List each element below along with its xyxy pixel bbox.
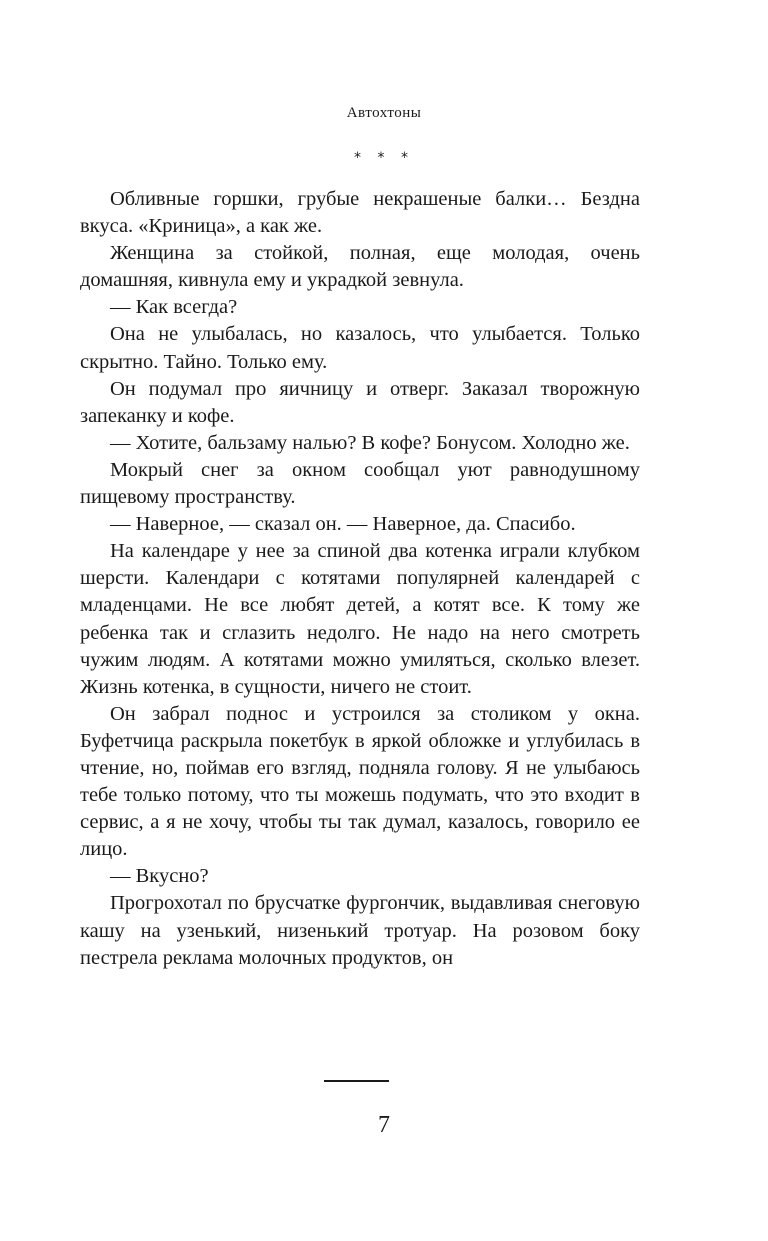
paragraph: Прогрохотал по брусчатке фургончик, выдавливая снеговую кашу на узенький, низенький тротуар. На розовом боку пестрела реклама молочных продуктов, он [80, 892, 640, 969]
dialogue-line: — Вкусно? [110, 865, 209, 888]
paragraph: Обливные горшки, грубые некрашеные балки… Бездна вкуса. «Криница», а как же. [80, 188, 640, 238]
paragraph: Он подумал про яичницу и отверг. Заказал творожную запеканку и кофе. [80, 377, 640, 427]
dialogue-line: — Хотите, бальзаму налью? В кофе? Бонусом. Холодно же. [110, 431, 630, 454]
section-break-ornament: * * * [354, 150, 414, 166]
paragraph: Женщина за стойкой, полная, еще молодая, очень домашняя, кивнула ему и украдкой зевнула. [80, 242, 640, 292]
paragraph: Мокрый снег за окном сообщал уют равнодушному пищевому пространству. [80, 458, 640, 509]
paragraph: Она не улыбалась, но казалось, что улыбается. Только скрытно. Тайно. Только ему. [80, 323, 640, 373]
dialogue-line: — Как всегда? [110, 296, 238, 319]
page-number: 7 [378, 1112, 390, 1138]
paragraph: На календаре у нее за спиной два котенка играли клубком шерсти. Календари с котятами популярней календарей с младенцами. Не все любят детей, а котят все. К тому же ребенка так и сглазить недолго. Не надо на него смотреть чужим людям. А котятами можно умиляться, сколько влезет. Жизнь котенка, в сущности, ничего не стоит. [80, 540, 640, 698]
paragraph: Он забрал поднос и устроился за столиком у окна. Буфетчица раскрыла покетбук в яркой обложке и углубилась в чтение, но, поймав его взгляд, подняла голову. Я не улыбаюсь тебе только потому, что ты можешь подумать, что это входит в сервис, а я не хочу, чтобы ты так думал, казалось, говорило ее лицо. [80, 702, 640, 861]
running-head-title: Автохтоны [346, 105, 422, 121]
folio-rule [324, 1080, 389, 1082]
dialogue-line: — Наверное, — сказал он. — Наверное, да. Спасибо. [110, 513, 576, 536]
body-text [80, 186, 640, 972]
